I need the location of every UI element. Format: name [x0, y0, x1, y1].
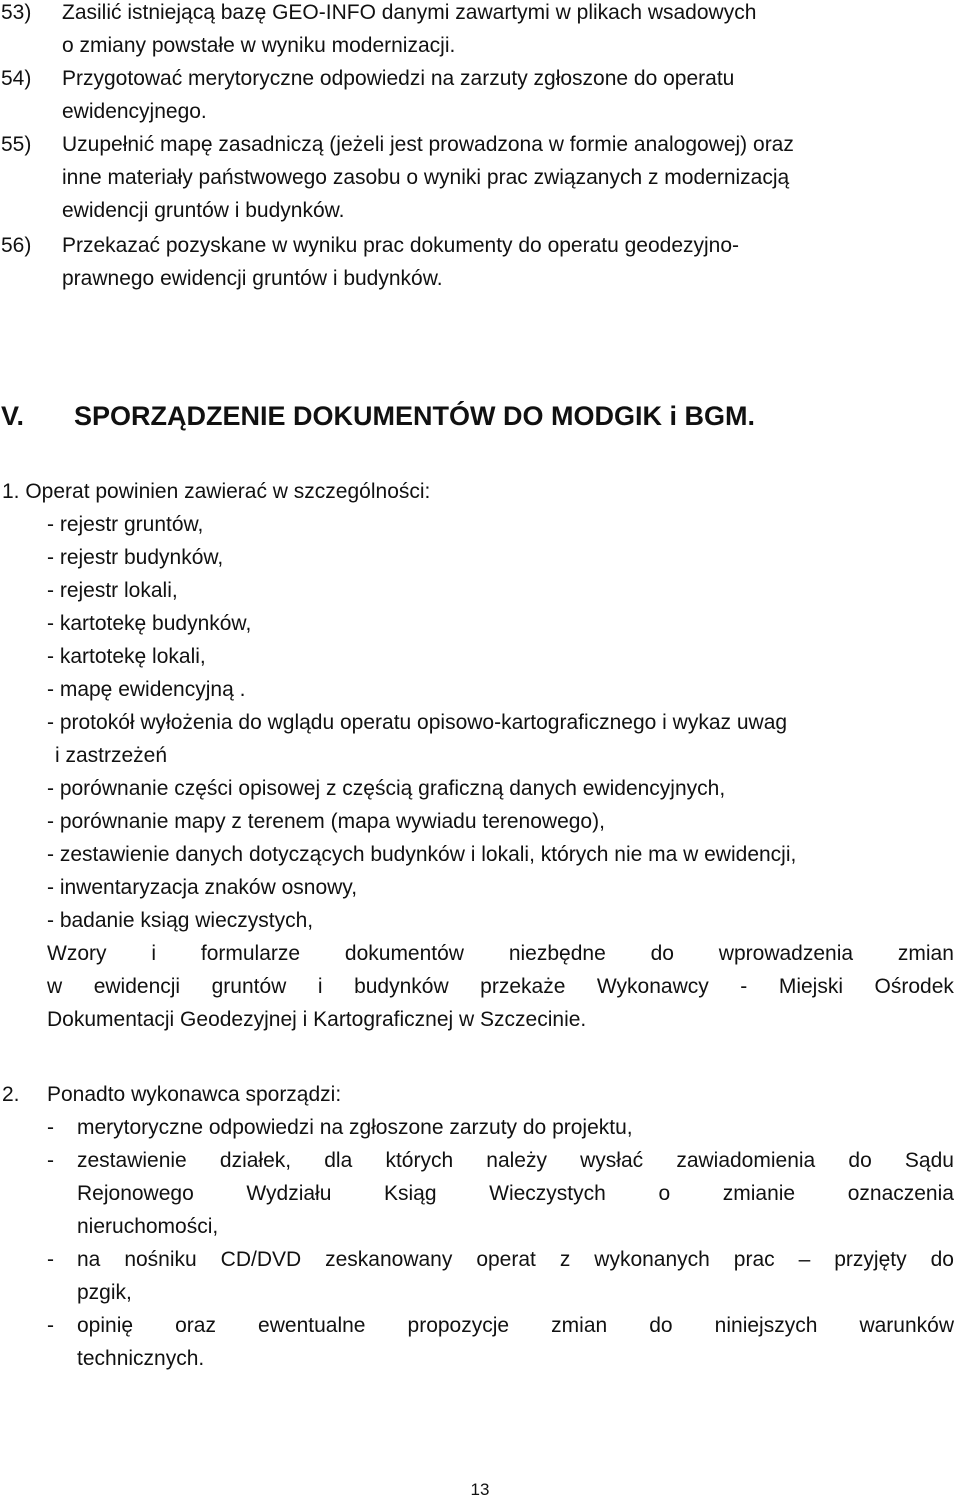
- item-text-line: technicznych.: [77, 1347, 205, 1370]
- list-item: - rejestr lokali,: [47, 579, 178, 602]
- list-item: - rejestr budynków,: [47, 546, 224, 569]
- section-1-intro: 1. Operat powinien zawierać w szczególności:: [2, 480, 431, 503]
- list-item: - inwentaryzacja znaków osnowy,: [47, 876, 358, 899]
- heading-text: SPORZĄDZENIE DOKUMENTÓW DO MODGIK i BGM.: [74, 401, 755, 431]
- dash-marker: -: [47, 1116, 54, 1139]
- item-text-line: Uzupełnić mapę zasadniczą (jeżeli jest prowadzona w formie analogowej) oraz: [62, 133, 794, 156]
- section-2-title: [2, 1078, 954, 1111]
- page-number: 13: [470, 1480, 490, 1499]
- heading-number: V.: [1, 401, 25, 431]
- item-text-line: nieruchomości,: [77, 1215, 219, 1238]
- paragraph-line: Dokumentacji Geodezyjnej i Kartograficznej w Szczecinie.: [47, 1008, 587, 1031]
- list-item-54: [1, 62, 954, 128]
- dash-marker: -: [47, 1314, 54, 1337]
- list-item: - rejestr gruntów,: [47, 513, 204, 536]
- list-item-55: [1, 128, 954, 227]
- item-text-line: Zasilić istniejącą bazę GEO-INFO danymi zawartymi w plikach wsadowych: [62, 1, 757, 24]
- item-number: 56): [1, 234, 32, 257]
- list-item: - porównanie mapy z terenem (mapa wywiadu terenowego),: [47, 810, 605, 833]
- list-item: - kartotekę budynków,: [47, 612, 252, 635]
- list-item-53: [1, 0, 954, 62]
- deliverable-item: [2, 1144, 954, 1243]
- paragraph-line: Wzory i formularze dokumentów niezbędne do wprowadzenia zmian: [47, 942, 954, 965]
- list-item: - badanie ksiąg wieczystych,: [47, 909, 314, 932]
- item-text-line: zestawienie działek, dla których należy wysłać zawiadomienia do Sądu: [77, 1149, 954, 1172]
- item-text-line: na nośniku CD/DVD zeskanowany operat z wykonanych prac – przyjęty do: [77, 1248, 954, 1271]
- item-text-line: opinię oraz ewentualne propozycje zmian do niniejszych warunków: [77, 1314, 954, 1337]
- section-2-title-text: Ponadto wykonawca sporządzi:: [47, 1083, 342, 1106]
- item-text-line: Rejonowego Wydziału Ksiąg Wieczystych o zmianie oznaczenia: [77, 1182, 954, 1205]
- list-item: - porównanie części opisowej z częścią graficzną danych ewidencyjnych,: [47, 777, 726, 800]
- templates-paragraph: [2, 937, 954, 1036]
- paragraph-line: w ewidencji gruntów i budynków przekaże Wykonawcy - Miejski Ośrodek: [47, 975, 954, 998]
- section-1: [2, 475, 954, 1036]
- dash-marker: -: [47, 1248, 54, 1271]
- item-text-line: o zmiany powstałe w wyniku modernizacji.: [62, 34, 456, 57]
- item-text-line: Przekazać pozyskane w wyniku prac dokumenty do operatu geodezyjno-: [62, 234, 740, 257]
- item-number: 53): [1, 1, 32, 24]
- item-text-line: inne materiały państwowego zasobu o wyniki prac związanych z modernizacją: [62, 166, 790, 189]
- list-item-continuation: i zastrzeżeń: [55, 744, 168, 767]
- item-text-line: Przygotować merytoryczne odpowiedzi na zarzuty zgłoszone do operatu: [62, 67, 735, 90]
- section-2: [2, 1078, 954, 1375]
- item-text-line: pzgik,: [77, 1281, 132, 1304]
- item-text-line: prawnego ewidencji gruntów i budynków.: [62, 267, 443, 290]
- item-text-line: ewidencyjnego.: [62, 100, 207, 123]
- item-text-line: ewidencji gruntów i budynków.: [62, 199, 345, 222]
- item-number: 54): [1, 67, 32, 90]
- deliverable-item: [2, 1309, 954, 1375]
- list-item-56: [1, 229, 954, 295]
- section-2-number: 2.: [2, 1083, 20, 1106]
- list-item: - kartotekę lokali,: [47, 645, 206, 668]
- list-item: - zestawienie danych dotyczących budynków i lokali, których nie ma w ewidencji,: [47, 843, 797, 866]
- deliverable-item: [2, 1243, 954, 1309]
- item-text-line: merytoryczne odpowiedzi na zgłoszone zarzuty do projektu,: [77, 1116, 633, 1139]
- dash-marker: -: [47, 1149, 54, 1172]
- deliverable-item: [2, 1111, 954, 1144]
- list-item: - protokół wyłożenia do wglądu operatu opisowo-kartograficznego i wykaz uwag: [47, 711, 788, 734]
- item-number: 55): [1, 133, 32, 156]
- list-item: - mapę ewidencyjną .: [47, 678, 246, 701]
- section-heading: [1, 398, 954, 434]
